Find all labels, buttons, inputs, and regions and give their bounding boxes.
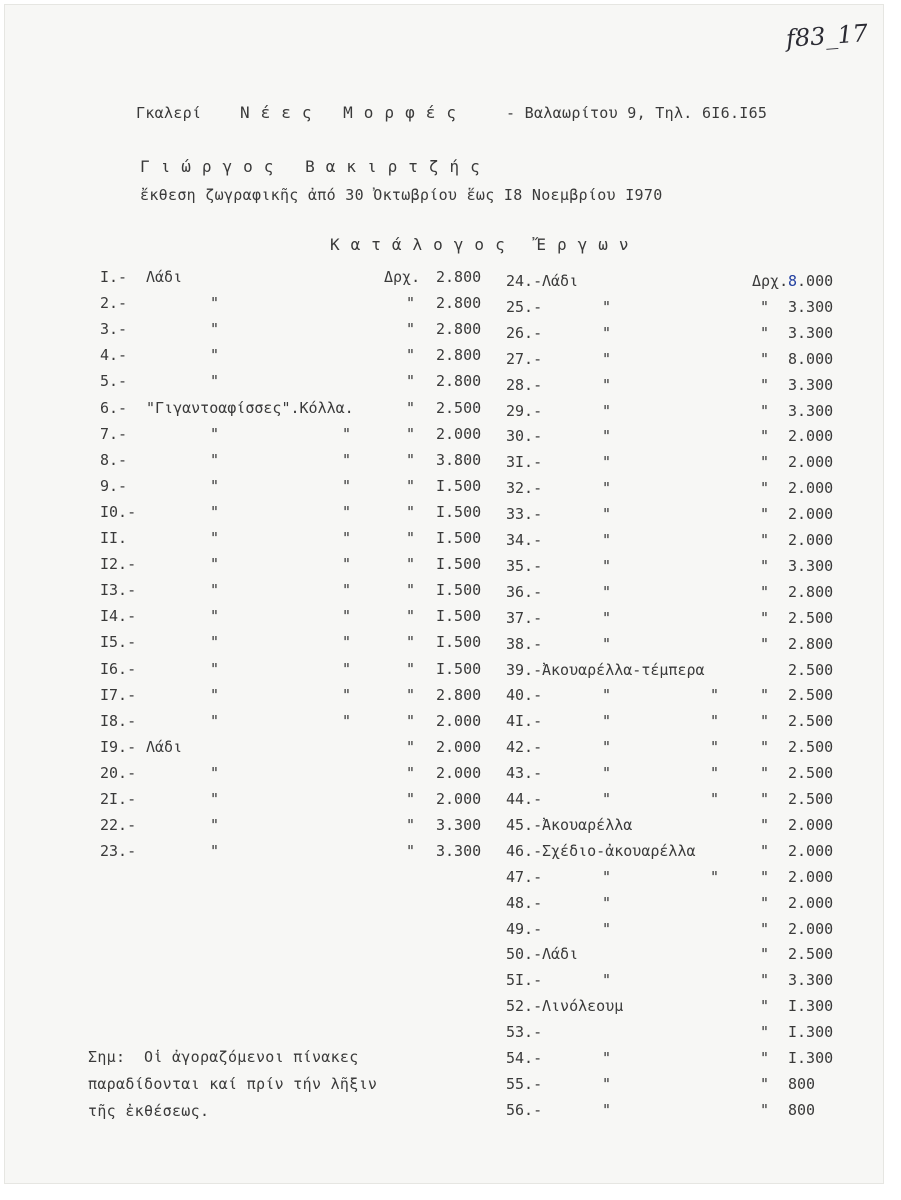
item-price: 3.300 <box>788 297 834 316</box>
price-currency: " <box>406 398 416 417</box>
item-number: Ι0.- <box>100 502 137 521</box>
price-currency: " <box>406 450 416 469</box>
item-number: 32.- <box>506 479 543 498</box>
right-catalog-row <box>4 868 884 888</box>
item-number: 33.- <box>506 505 543 524</box>
item-price: 2.500 <box>788 945 834 964</box>
right-catalog-row <box>4 661 884 681</box>
item-price: 2.800 <box>436 320 482 339</box>
item-number: 5Ι.- <box>506 971 543 990</box>
price-currency: " <box>760 841 770 860</box>
item-number: 48.- <box>506 893 543 912</box>
item-medium-ditto: " <box>342 633 352 652</box>
item-price: 2.000 <box>788 427 834 446</box>
price-currency: " <box>406 633 416 652</box>
item-price: 2.000 <box>436 763 482 782</box>
item-price: 2.000 <box>788 531 834 549</box>
item-number: 36.- <box>506 582 543 601</box>
item-medium: " <box>602 531 612 549</box>
item-price: Ι.300 <box>788 1049 834 1067</box>
right-catalog-row <box>4 894 884 914</box>
item-medium: " <box>210 659 220 678</box>
gallery-name: Νέες Μορφές <box>240 103 467 122</box>
item-medium: " <box>602 686 612 705</box>
price-currency: " <box>760 297 770 316</box>
price-currency: " <box>406 711 416 730</box>
item-number: 45.- <box>506 815 543 834</box>
item-price: 3.300 <box>788 375 834 394</box>
item-medium-ditto: " <box>710 790 720 808</box>
price-currency: " <box>760 401 770 420</box>
item-price: 8.000 <box>788 349 834 368</box>
item-number: 3Ι.- <box>506 453 543 472</box>
item-number: 37.- <box>506 608 543 627</box>
price-currency: " <box>760 582 770 601</box>
item-price: Ι.500 <box>436 502 482 521</box>
item-number: 47.- <box>506 867 543 886</box>
price-currency: " <box>406 294 416 313</box>
item-medium-ditto: " <box>342 581 352 600</box>
handwritten-archive-ref: f83_17 <box>785 19 869 53</box>
item-price: Ι.300 <box>788 1023 834 1042</box>
item-number: 20.- <box>100 763 137 782</box>
item-number: 34.- <box>506 531 543 549</box>
item-number: 27.- <box>506 349 543 368</box>
item-medium: Ἀκουαρέλλα-τέμπερα <box>542 660 705 679</box>
price-currency: " <box>406 581 416 600</box>
item-number: 5.- <box>100 372 128 391</box>
right-catalog-row <box>4 920 884 940</box>
note-line-2: παραδίδονται καί πρίν τήν λῆξιν <box>88 1075 378 1093</box>
item-number: Ι5.- <box>100 633 137 652</box>
handwritten-digit-correction: 8 <box>788 272 798 290</box>
item-price: 2.000 <box>436 711 482 730</box>
item-price: Ι.300 <box>788 997 834 1016</box>
item-number: 55.- <box>506 1074 543 1093</box>
item-number: 7.- <box>100 424 128 443</box>
right-catalog-row <box>4 298 884 318</box>
item-number: 25.- <box>506 297 543 316</box>
item-price: 2.000 <box>788 893 834 912</box>
gallery-address: - Βαλαωρίτου 9, Τηλ. 6Ι6.Ι65 <box>506 104 768 122</box>
item-price: Ι.500 <box>436 529 482 547</box>
price-currency: " <box>760 1100 770 1119</box>
item-medium-ditto: " <box>342 450 352 469</box>
item-price: 2.500 <box>436 398 482 417</box>
item-number: 38.- <box>506 634 543 653</box>
right-catalog-row <box>4 324 884 344</box>
item-price: 3.300 <box>436 816 482 835</box>
right-catalog-row <box>4 350 884 370</box>
price-currency: " <box>406 372 416 391</box>
item-number: 39.- <box>506 660 543 679</box>
item-number: 23.- <box>100 842 137 861</box>
item-price: 3.300 <box>788 323 834 342</box>
item-price: 3.300 <box>788 556 834 575</box>
price-currency: " <box>760 505 770 524</box>
right-catalog-row <box>4 502 884 525</box>
item-number: 54.- <box>506 1049 543 1067</box>
item-medium: " <box>210 555 220 574</box>
price-currency: " <box>760 1023 770 1042</box>
item-number: 8.- <box>100 450 128 469</box>
item-medium-ditto: " <box>342 476 352 495</box>
price-currency: " <box>406 555 416 574</box>
price-currency: " <box>760 815 770 834</box>
item-price: 2.000 <box>788 867 834 886</box>
item-medium: " <box>210 476 220 495</box>
item-price: 2.500 <box>788 790 834 808</box>
item-medium: Ἀκουαρέλλα <box>542 815 633 834</box>
item-medium: Σχέδιο-ἀκουαρέλλα <box>542 841 696 860</box>
item-price: 3.300 <box>788 401 834 420</box>
item-price: Ι.500 <box>436 659 482 678</box>
price-currency: " <box>760 738 770 757</box>
item-medium: " <box>210 581 220 600</box>
price-currency: " <box>760 556 770 575</box>
item-medium: " <box>602 349 612 368</box>
item-medium: " <box>602 608 612 627</box>
item-number: 52.- <box>506 997 543 1016</box>
note-line-3: τῆς ἐκθέσεως. <box>88 1102 210 1120</box>
item-medium-ditto: " <box>342 685 352 704</box>
item-number: 22.- <box>100 816 137 835</box>
item-price: 2.500 <box>788 712 834 731</box>
right-catalog-row <box>4 583 884 603</box>
item-medium: Λινόλεουμ <box>542 997 624 1016</box>
item-medium: " <box>602 401 612 420</box>
item-price: 2.500 <box>788 660 834 679</box>
item-number: 4.- <box>100 346 128 365</box>
price-currency: " <box>406 346 416 365</box>
price-currency: " <box>760 867 770 886</box>
item-medium: Λάδι <box>542 945 579 964</box>
item-medium: " <box>602 764 612 783</box>
right-catalog-row <box>4 450 884 473</box>
price-currency: " <box>406 424 416 443</box>
item-medium-ditto: " <box>710 712 720 731</box>
item-medium: Λάδι <box>542 272 579 290</box>
item-number: 2Ι.- <box>100 790 137 808</box>
right-catalog-row <box>4 971 884 991</box>
item-price: 2.000 <box>436 737 482 756</box>
price-currency: Δρχ. <box>752 272 789 290</box>
item-price: 3.300 <box>788 971 834 990</box>
right-catalog-row <box>4 790 884 810</box>
item-price: 2.000 <box>788 453 834 472</box>
item-number: 24.- <box>506 272 543 290</box>
item-price: 2.800 <box>436 268 482 286</box>
item-price: 2.000 <box>788 505 834 524</box>
item-number: 26.- <box>506 323 543 342</box>
item-price: Ι.500 <box>436 476 482 495</box>
item-number: 56.- <box>506 1100 543 1119</box>
price-currency: " <box>760 764 770 783</box>
price-currency: " <box>760 945 770 964</box>
item-price: 2.500 <box>788 738 834 757</box>
item-medium: " <box>210 450 220 469</box>
price-currency: " <box>760 1049 770 1067</box>
item-medium: " <box>210 529 220 547</box>
item-number: 3.- <box>100 320 128 339</box>
item-number: ΙΙ. <box>100 529 128 547</box>
item-medium: " <box>602 1049 612 1067</box>
item-medium-ditto: " <box>342 607 352 626</box>
price-currency: " <box>406 816 416 835</box>
item-medium: " <box>210 633 220 652</box>
item-medium-ditto: " <box>710 686 720 705</box>
item-number: Ι3.- <box>100 581 137 600</box>
item-number: 9.- <box>100 476 128 495</box>
price-currency: " <box>760 531 770 549</box>
item-price: 2.000 <box>788 841 834 860</box>
item-medium-ditto: " <box>342 555 352 574</box>
item-medium-ditto: " <box>342 659 352 678</box>
catalog-title: Κατάλογος Ἔργων <box>330 235 640 254</box>
price-currency: " <box>760 349 770 368</box>
item-number: 44.- <box>506 790 543 808</box>
item-medium: " <box>210 711 220 730</box>
item-number: Ι2.- <box>100 555 137 574</box>
price-currency: " <box>406 502 416 521</box>
price-currency: " <box>760 712 770 731</box>
item-price: 2.800 <box>436 372 482 391</box>
item-number: 53.- <box>506 1023 543 1042</box>
item-price: Ι.500 <box>436 555 482 574</box>
item-price: 2.000 <box>436 790 482 808</box>
item-price: Ι.500 <box>436 607 482 626</box>
item-price: 2.500 <box>788 764 834 783</box>
item-medium: " <box>210 763 220 782</box>
item-medium: " <box>210 424 220 443</box>
right-catalog-row <box>4 424 884 447</box>
item-medium: " <box>602 427 612 446</box>
item-price: 2.000 <box>788 479 834 498</box>
item-medium-ditto: " <box>342 502 352 521</box>
item-medium-ditto: " <box>710 738 720 757</box>
right-catalog-row <box>4 997 884 1017</box>
price-currency: " <box>406 659 416 678</box>
note-line-1: Σημ: Οἱ ἀγοραζόμενοι πίνακες <box>88 1048 359 1066</box>
item-number: 40.- <box>506 686 543 705</box>
item-price: 3.800 <box>436 450 482 469</box>
item-price: 2.500 <box>788 686 834 705</box>
item-number: 6.- <box>100 398 128 417</box>
item-number: 29.- <box>506 401 543 420</box>
price-currency: " <box>760 997 770 1016</box>
item-medium: " <box>210 842 220 861</box>
price-currency: Δρχ. <box>384 268 421 286</box>
item-medium: " <box>602 297 612 316</box>
item-medium: Λάδι <box>146 268 183 286</box>
price-currency: " <box>760 608 770 627</box>
typed-document <box>4 4 884 1184</box>
price-currency: " <box>406 842 416 861</box>
item-medium-ditto: " <box>710 764 720 783</box>
item-medium: " <box>210 502 220 521</box>
item-number: Ι6.- <box>100 659 137 678</box>
item-medium: " <box>602 712 612 731</box>
item-medium: " <box>602 867 612 886</box>
price-currency: " <box>760 790 770 808</box>
right-catalog-row <box>4 531 884 551</box>
right-catalog-row <box>4 635 884 655</box>
right-catalog-row <box>4 945 884 965</box>
item-medium: " <box>602 971 612 990</box>
item-medium: " <box>602 790 612 808</box>
price-currency: " <box>760 427 770 446</box>
item-medium: " <box>210 294 220 313</box>
price-currency: " <box>760 686 770 705</box>
item-number: Ι8.- <box>100 711 137 730</box>
right-catalog-row <box>4 712 884 732</box>
item-price: 2.000 <box>788 919 834 938</box>
artist-name: Γιώργος Βακιρτζής <box>140 157 491 176</box>
item-number: Ι7.- <box>100 685 137 704</box>
right-catalog-row <box>4 557 884 577</box>
right-catalog-row <box>4 376 884 396</box>
price-currency: " <box>760 634 770 653</box>
price-currency: " <box>406 763 416 782</box>
item-number: 2.- <box>100 294 128 313</box>
item-medium: " <box>210 607 220 626</box>
item-medium: Λάδι <box>146 737 183 756</box>
item-price: 2.000 <box>788 815 834 834</box>
item-number: 43.- <box>506 764 543 783</box>
item-medium: " <box>602 1074 612 1093</box>
item-medium: " <box>602 893 612 912</box>
item-price: 2.800 <box>788 634 834 653</box>
price-currency: " <box>760 453 770 472</box>
item-medium-ditto: " <box>342 529 352 547</box>
item-price: 800 <box>788 1100 816 1119</box>
item-number: 28.- <box>506 375 543 394</box>
item-medium: " <box>210 320 220 339</box>
right-catalog-row <box>4 816 884 836</box>
item-medium: " <box>210 372 220 391</box>
item-number: Ι9.- <box>100 737 137 756</box>
item-number: 35.- <box>506 556 543 575</box>
item-number: Ι4.- <box>100 607 137 626</box>
price-currency: " <box>406 476 416 495</box>
item-medium: " <box>602 919 612 938</box>
item-price: 2.800 <box>788 582 834 601</box>
price-currency: " <box>406 529 416 547</box>
right-catalog-row <box>4 764 884 784</box>
price-currency: " <box>760 893 770 912</box>
item-medium: "Γιγαντοαφίσσες".Κόλλα. <box>146 398 354 417</box>
item-medium-ditto: " <box>342 711 352 730</box>
price-currency: " <box>406 737 416 756</box>
item-medium: " <box>602 453 612 472</box>
item-medium: " <box>602 323 612 342</box>
item-price: 2.800 <box>436 685 482 704</box>
gallery-label: Γκαλερί <box>136 104 202 122</box>
right-catalog-row <box>4 609 884 629</box>
right-catalog-row <box>4 476 884 499</box>
item-medium: " <box>210 790 220 808</box>
item-number: Ι.- <box>100 268 128 286</box>
price-currency: " <box>406 320 416 339</box>
item-medium-ditto: " <box>342 424 352 443</box>
item-price: 2.500 <box>788 608 834 627</box>
item-medium: " <box>602 479 612 498</box>
item-number: 50.- <box>506 945 543 964</box>
item-price: 2.000 <box>436 424 482 443</box>
price-currency: " <box>760 323 770 342</box>
price-currency: " <box>406 790 416 808</box>
price-currency: " <box>760 1074 770 1093</box>
item-price: 8.000 <box>788 272 834 290</box>
price-currency: " <box>406 607 416 626</box>
price-currency: " <box>760 919 770 938</box>
item-number: 30.- <box>506 427 543 446</box>
item-number: 49.- <box>506 919 543 938</box>
item-medium: " <box>210 685 220 704</box>
price-currency: " <box>760 375 770 394</box>
item-medium: " <box>602 505 612 524</box>
item-price: Ι.500 <box>436 633 482 652</box>
item-medium: " <box>602 634 612 653</box>
exhibition-dates: ἔκθεση ζωγραφικῆς ἀπό 30 Ὀκτωβρίου ἕως Ι8 Νοεμβρίου Ι970 <box>140 186 663 204</box>
price-currency: " <box>406 685 416 704</box>
item-number: 4Ι.- <box>506 712 543 731</box>
right-catalog-row <box>4 402 884 422</box>
item-medium: " <box>210 816 220 835</box>
item-number: 42.- <box>506 738 543 757</box>
item-medium: " <box>602 1100 612 1119</box>
item-medium: " <box>602 375 612 394</box>
item-price: 3.300 <box>436 842 482 861</box>
item-medium-ditto: " <box>710 867 720 886</box>
item-medium: " <box>602 738 612 757</box>
right-catalog-row <box>4 272 884 292</box>
right-catalog-row <box>4 686 884 706</box>
item-price: 2.800 <box>436 294 482 313</box>
right-catalog-row <box>4 1023 884 1043</box>
item-number: 46.- <box>506 841 543 860</box>
item-medium: " <box>210 346 220 365</box>
item-price: 800 <box>788 1074 816 1093</box>
item-medium: " <box>602 582 612 601</box>
price-currency: " <box>760 479 770 498</box>
item-price: 2.800 <box>436 346 482 365</box>
item-medium: " <box>602 556 612 575</box>
item-price: Ι.500 <box>436 581 482 600</box>
right-catalog-row <box>4 738 884 758</box>
price-currency: " <box>760 971 770 990</box>
right-catalog-row <box>4 842 884 862</box>
